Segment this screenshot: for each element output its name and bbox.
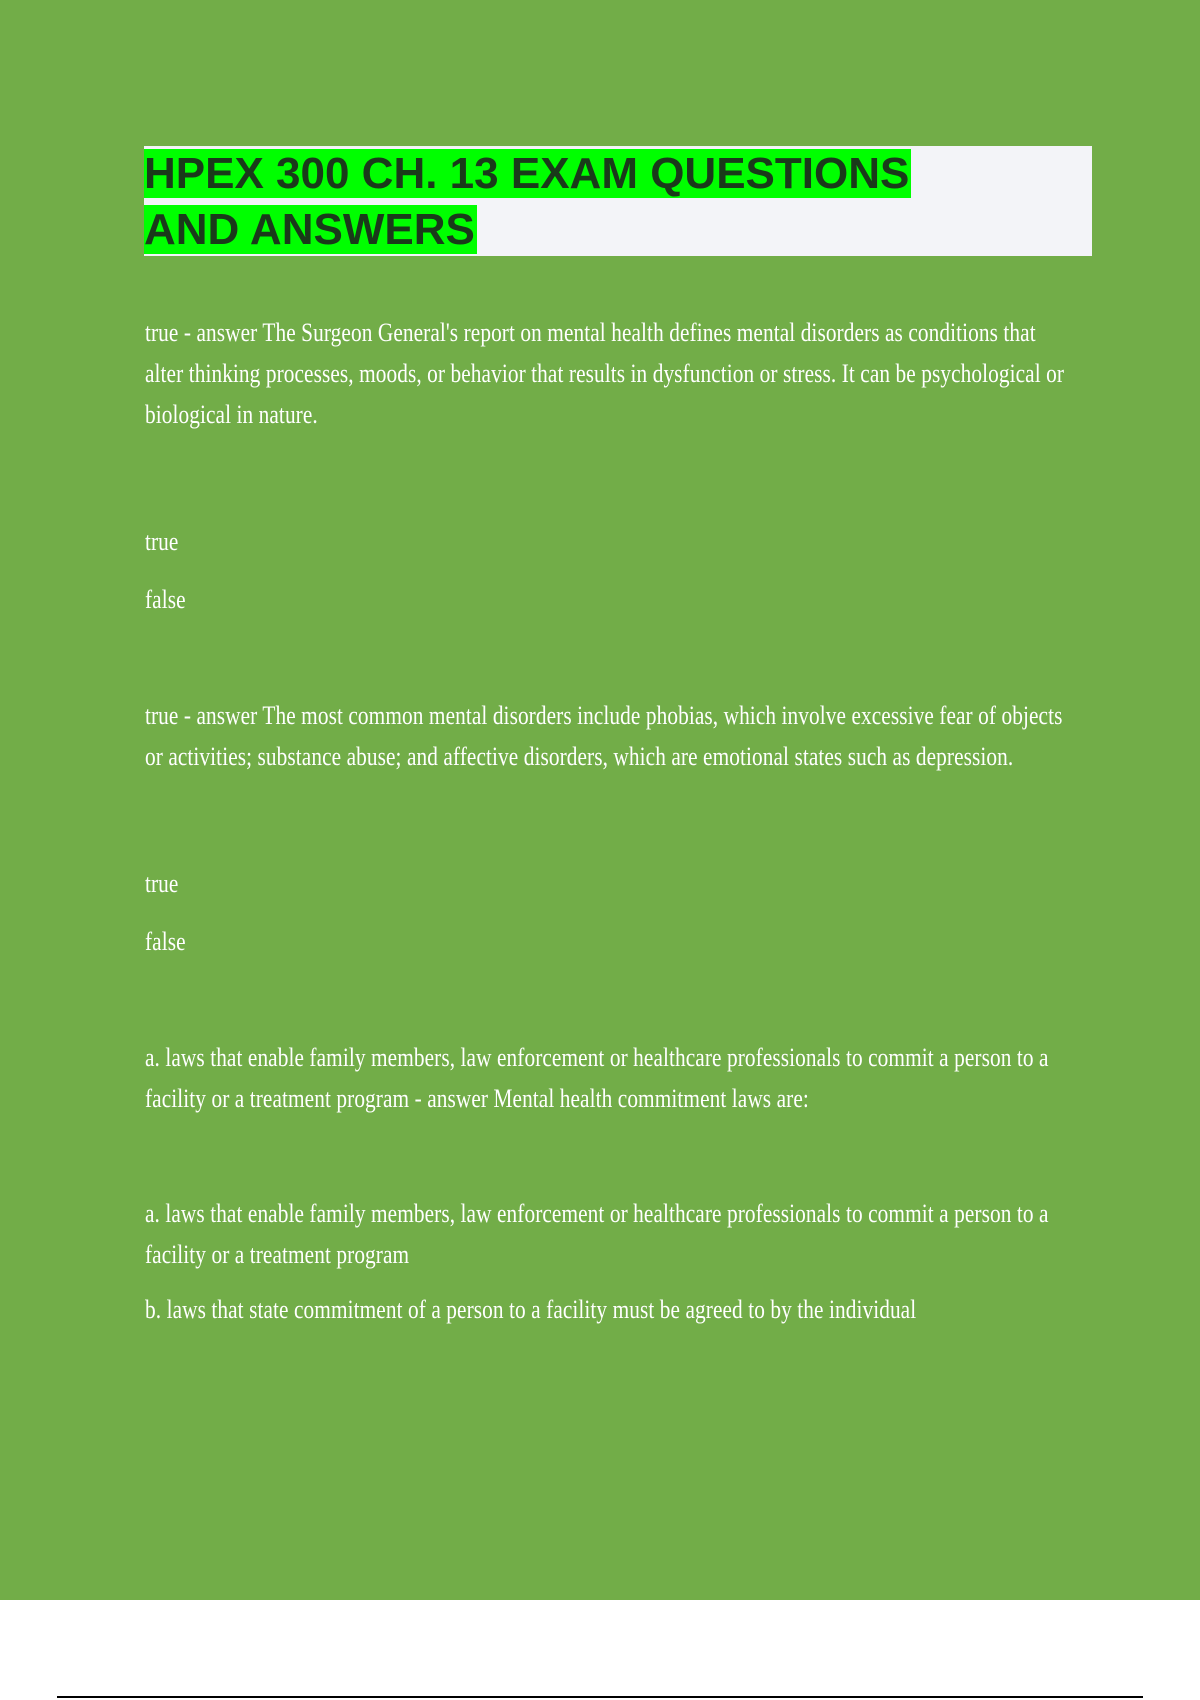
title-line-2: AND ANSWERS bbox=[144, 205, 475, 254]
question-block-2 bbox=[145, 695, 1075, 777]
option-item bbox=[145, 921, 1075, 962]
question-text: a. laws that enable family members, law enforcement or healthcare professionals to commit a person to a facility or a treatment program - answer Mental health commitment laws are: bbox=[145, 1043, 1049, 1113]
question-text: true - answer The most common mental disorders include phobias, which involve excessive fear of objects or activities; substance abuse; and affective disorders, which are emotional states such as depression. bbox=[145, 701, 1063, 771]
option-text: a. laws that enable family members, law enforcement or healthcare professionals to commit a person to a facility or a treatment program bbox=[145, 1199, 1049, 1269]
question-block-3 bbox=[145, 1037, 1075, 1119]
document-body bbox=[145, 312, 1075, 1330]
option-item bbox=[145, 863, 1075, 904]
document-title bbox=[144, 146, 1004, 258]
option-text: true bbox=[145, 527, 179, 556]
question-text: true - answer The Surgeon General's report on mental health defines mental disorders as conditions that alter thinking processes, moods, or behavior that results in dysfunction or stress. It can be psychological or biological in nature. bbox=[145, 318, 1065, 429]
option-item bbox=[145, 579, 1075, 620]
option-text: false bbox=[145, 927, 186, 956]
question-block-1 bbox=[145, 312, 1075, 435]
option-item bbox=[145, 1289, 1075, 1330]
footer-rule bbox=[57, 1696, 1143, 1698]
option-item bbox=[145, 1193, 1075, 1275]
title-line-1: HPEX 300 CH. 13 EXAM QUESTIONS bbox=[144, 149, 910, 198]
option-text: true bbox=[145, 869, 179, 898]
option-item bbox=[145, 521, 1075, 562]
option-text: false bbox=[145, 585, 186, 614]
option-text: b. laws that state commitment of a person to a facility must be agreed to by the individual bbox=[145, 1295, 917, 1324]
